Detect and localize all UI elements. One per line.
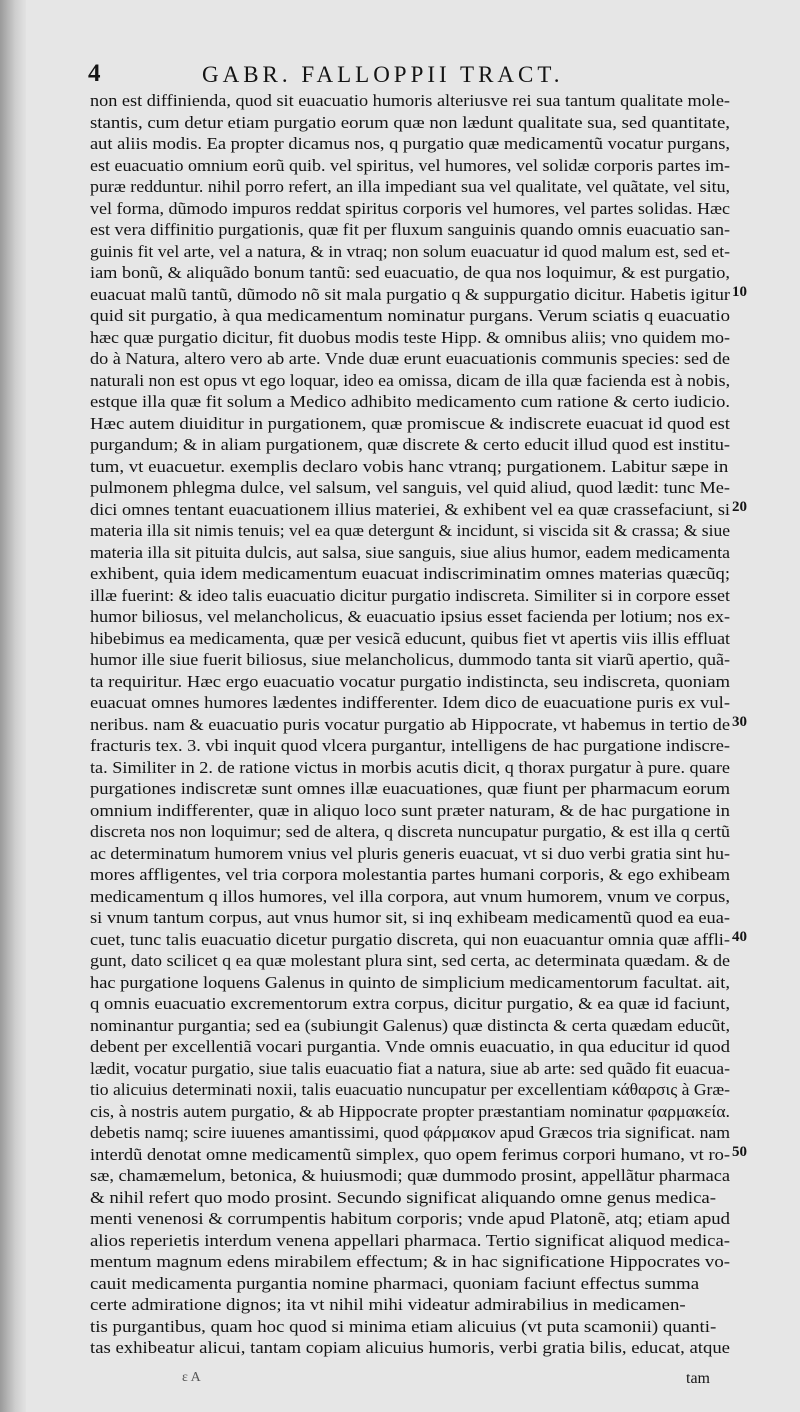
margin-line-number: 40 — [732, 928, 747, 945]
text-line: puræ redduntur. nihil porro refert, an illa impediant sua vel qualitate, vel quãtate, vel situ, — [90, 177, 730, 196]
margin-line-number: 50 — [732, 1143, 747, 1160]
catchword: tam — [686, 1370, 710, 1387]
text-line: purgandum; & in aliam purgationem, quæ discrete & certo educit illud quod est institu- — [90, 435, 730, 454]
text-line: omnium indifferenter, quæ in aliquo loco sunt præter naturam, & de hac purgatione in — [90, 800, 730, 820]
page-header — [88, 60, 738, 90]
text-line: debetis namq; scire iuuenes amantissimi, quod φάρμακον apud Græcos tria significat. nam — [90, 1123, 730, 1142]
text-line: & nihil refert quo modo prosint. Secundo significat aliquando omne genus medica- — [90, 1187, 717, 1207]
text-line: naturali non est opus vt ego loquar, ideo ea omissa, dicam de illa quæ facienda est à nobis, — [90, 370, 730, 390]
text-line: certe admiratione dignos; ita vt nihil mihi videatur admirabilius in medicamen- — [90, 1295, 686, 1314]
text-line: nominantur purgantia; sed ea (subiungit Galenus) quæ distincta & certa quædam educũt, — [90, 1015, 730, 1035]
text-line: tio alicuius determinati noxii, talis euacuatio nuncupatur per excellentiam κάθαρσις à Græ- — [90, 1080, 730, 1099]
text-line: estque illa quæ fit solum a Medico adhibito medicamento cum ratione & certo iudicio. — [90, 392, 730, 411]
text-line: dici omnes tentant euacuationem illius materiei, & exhibent vel ea quæ crassefaciunt, si — [90, 499, 730, 519]
text-line: q omnis euacuatio excrementorum extra corpus, dicitur purgatio, & ea quæ id faciunt, — [90, 994, 730, 1013]
text-line: alios reperietis interdum venena appellari pharmaca. Tertio significat aliquod medica- — [90, 1230, 730, 1250]
text-line: fracturis tex. 3. vbi inquit quod vlcera purgantur, intelligens de hac purgatione indiscre- — [90, 736, 730, 755]
text-line: est vera diffinitio purgationis, quæ fit per fluxum sanguinis quando omnis euacuatio san- — [90, 220, 730, 239]
margin-line-number: 30 — [732, 713, 747, 730]
text-line: mentum magnum edens mirabilem effectum; & in hac significatione Hippocrates vo- — [90, 1252, 730, 1271]
text-line: gunt, dato scilicet q ea quæ molestant plura sint, sed certa, ac determinata quædam. & de — [90, 951, 730, 970]
text-line: interdũ denotat omne medicamentũ simplex, quo opem ferimus corpori humano, vt ro- — [90, 1144, 730, 1164]
text-line: materia illa sit nimis tenuis; vel ea quæ detergunt & incidunt, si viscida sit & crassa; & siue — [90, 521, 730, 540]
text-line: do à Natura, altero vero ab arte. Vnde duæ erunt euacuationis communis species: sed de — [90, 349, 730, 368]
text-line: euacuat omnes humores lædentes indifferenter. Idem dico de euacuatione puris ex vul- — [90, 693, 730, 712]
text-line: discreta nos non loquimur; sed de altera, q discreta nuncupatur purgatio, & est illa q certũ — [90, 822, 730, 841]
text-line: tum, vt euacuetur. exemplis declaro vobis hanc vtranq; purgationem. Labitur sæpe in — [90, 456, 729, 476]
text-line: menti venenosi & corrumpentis habitum corporis; vnde apud Platonẽ, atq; etiam apud — [90, 1209, 730, 1228]
text-line: neribus. nam & euacuatio puris vocatur purgatio ab Hippocrate, vt habemus in tertio de — [90, 714, 730, 734]
text-line: guinis fit vel arte, vel a natura, & in vtraq; non solum euacuatur id quod malum est, sed et- — [90, 241, 730, 261]
text-line: tis purgantibus, quam hoc quod si minima etiam alicuius (vt puta scamonii) quanti- — [90, 1316, 717, 1336]
running-head: GABR. FALLOPPII TRACT. — [202, 62, 564, 87]
text-line: aut aliis modis. Ea propter dicamus nos, q purgatio quæ medicamentũ vocatur purgans, — [90, 134, 730, 153]
text-line: hibebimus ea medicamenta, quæ per vesicã educunt, quibus fiet vt apertis viis illis effluat — [90, 628, 730, 648]
text-line: tas exhibeatur alicui, tantam copiam alicuius humoris, verbi gratia bilis, educat, atque — [90, 1338, 730, 1357]
text-line: pulmonem phlegma dulce, vel salsum, vel sanguis, vel quid aliud, quod lædit: tunc Me- — [90, 478, 730, 497]
text-line: humor ille siue fuerit biliosus, siue melancholicus, dummodo tanta sit viarũ apertio, quã- — [90, 650, 730, 669]
text-line: iam bonũ, & aliquãdo bonum tantũ: sed euacuatio, de qua nos loquimur, & est purgatio, — [90, 263, 730, 282]
text-line: medicamentum q illos humores, vel illa corpora, aut vnum humorem, vnum ve corpus, — [90, 886, 730, 906]
text-line: humor biliosus, vel melancholicus, & euacuatio ipsius esset facienda per lotium; nos ex- — [90, 607, 730, 626]
text-line: stantis, cum detur etiam purgatio eorum quæ non lædunt qualitate sua, sed quantitate, — [90, 112, 730, 132]
text-line: non est diffinienda, quod sit euacuatio humoris alteriusve rei sua tantum qualitate mole- — [90, 91, 730, 110]
text-line: cuet, tunc talis euacuatio dicetur purgatio discreta, qui non euacuantur omnia quæ affli- — [90, 929, 730, 949]
text-line: ac determinatum humorem vnius vel pluris generis euacuat, vt si duo verbi gratia sint hu- — [90, 843, 730, 863]
text-line: vel forma, dũmodo impuros reddat spiritus corporis vel humores, vel partes solidas. Hæc — [90, 198, 730, 218]
margin-line-number: 20 — [732, 498, 747, 515]
text-line: quid sit purgatio, à qua medicamentum nominatur purgans. Verum sciatis q euacuatio — [90, 306, 730, 325]
text-line: euacuat malũ tantũ, dũmodo nõ sit mala purgatio q & suppurgatio dicitur. Habetis igitur — [90, 284, 730, 304]
signature-marks: ɛ A — [182, 1370, 201, 1385]
text-line: illæ fuerint: & ideo talis euacuatio dicitur purgatio indiscreta. Similiter si in corpore esset — [90, 585, 730, 605]
text-line: hac purgatione loquens Galenus in quinto de simplicium medicamentorum facultat. ait, — [90, 972, 730, 992]
text-line: ta. Similiter in 2. de ratione victus in morbis acutis dicit, q thorax purgatur à pure. quare — [90, 757, 730, 777]
text-line: est euacuatio omnium eorũ quib. vel spiritus, vel humores, vel solidæ corporis partes im- — [90, 155, 730, 175]
text-line: si vnum tantum corpus, aut vnus humor sit, si inq exhibeam medicamentũ quod ea eua- — [90, 908, 730, 927]
text-line: cis, à nostris autem purgatio, & ab Hippocrate propter præstantiam nominatur φαρμακεία. — [90, 1101, 730, 1121]
text-line: Hæc autem diuiditur in purgationem, quæ promiscue & indiscrete euacuat id quod est — [90, 413, 730, 433]
text-line: mores affligentes, vel tria corpora molestantia partes humani corporis, & ego exhibeam — [90, 865, 730, 884]
text-line: ta requiritur. Hæc ergo euacuatio vocatur purgatio indistincta, seu indiscreta, quoniam — [90, 671, 730, 691]
margin-line-number: 10 — [732, 283, 747, 300]
text-line: cauit medicamenta purgantia nomine pharmaci, quoniam faciunt effectus summa — [90, 1273, 700, 1293]
page-number: 4 — [88, 60, 101, 87]
text-line: purgationes indiscretæ sunt omnes illæ euacuationes, quæ fiunt per pharmacum eorum — [90, 779, 730, 798]
text-line: exhibent, quia idem medicamentum euacuat indiscriminatim omnes materias quæcũq; — [90, 564, 730, 583]
text-line: sæ, chamæmelum, betonica, & huiusmodi; quæ dummodo prosint, appellãtur pharmaca — [90, 1166, 730, 1185]
text-line: lædit, vocatur purgatio, siue talis euacuatio fiat a natura, siue ab arte: sed quãdo fit euacua- — [90, 1058, 730, 1078]
body-text — [90, 90, 730, 1359]
binding-shadow — [0, 0, 26, 1412]
text-line: materia illa sit pituita dulcis, aut salsa, siue sanguis, siue alius humor, eadem medicamenta — [90, 542, 730, 562]
text-line: hæc quæ purgatio dicitur, fit duobus modis teste Hipp. & omnibus aliis; vno quidem mo- — [90, 327, 730, 347]
text-line: debent per excellentiã vocari purgantia. Vnde omnis euacuatio, in qua educitur id quod — [90, 1037, 730, 1056]
